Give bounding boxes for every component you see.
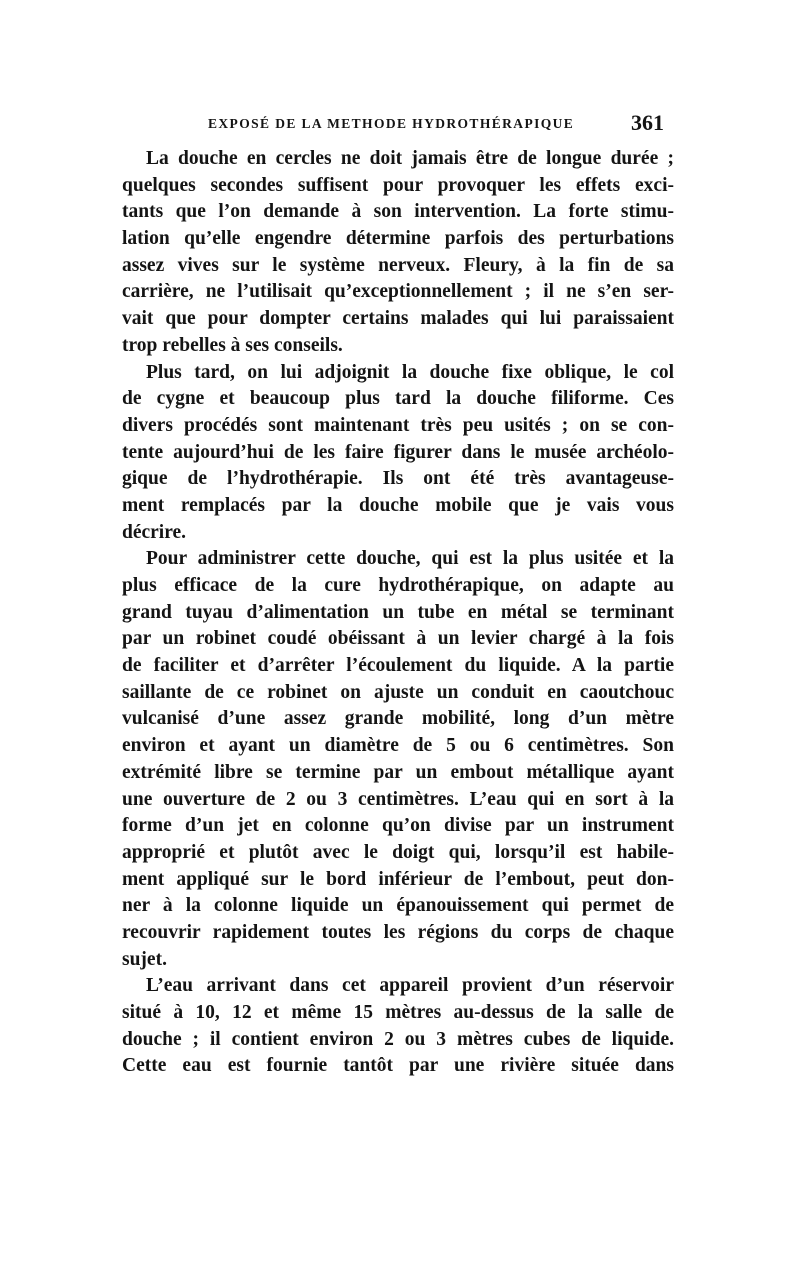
text-line: grand tuyau d’alimentation un tube en métal se terminant <box>122 601 674 623</box>
text-line: par un robinet coudé obéissant à un levier chargé à la fois <box>122 628 674 650</box>
text-line: vait que pour dompter certains malades qui lui paraissaient <box>122 308 674 330</box>
text-line: tente aujourd’hui de les faire figurer dans le musée archéolo- <box>122 441 674 463</box>
text-line: Cette eau est fournie tantôt par une rivière située dans <box>122 1055 674 1077</box>
text-line: douche ; il contient environ 2 ou 3 mètres cubes de liquide. <box>122 1028 674 1050</box>
text-line: Plus tard, on lui adjoignit la douche fixe oblique, le col <box>146 361 674 383</box>
text-line: situé à 10, 12 et même 15 mètres au-dessus de la salle de <box>122 1002 674 1023</box>
text-line: Pour administrer cette douche, qui est la plus usitée et la <box>146 548 674 570</box>
text-line: extrémité libre se termine par un embout métallique ayant <box>122 761 674 783</box>
text-line: lation qu’elle engendre détermine parfois des perturbations <box>122 228 674 250</box>
text-line: plus efficace de la cure hydrothérapique, on adapte au <box>122 575 674 596</box>
text-line: gique de l’hydrothérapie. Ils ont été très avantageuse- <box>122 468 674 490</box>
text-line: L’eau arrivant dans cet appareil provient d’un réservoir <box>146 975 674 997</box>
text-line: La douche en cercles ne doit jamais être de longue durée ; <box>146 148 674 169</box>
text-line: environ et ayant un diamètre de 5 ou 6 centimètres. Son <box>122 735 674 757</box>
page-number: 361 <box>631 110 664 135</box>
text-line: forme d’un jet en colonne qu’on divise par un instrument <box>122 815 674 837</box>
text-line: recouvrir rapidement toutes les régions du corps de chaque <box>122 921 674 943</box>
text-line: quelques secondes suffisent pour provoquer les effets exci- <box>122 174 674 196</box>
text-line: divers procédés sont maintenant très peu usités ; on se con- <box>122 414 674 436</box>
text-line: de cygne et beaucoup plus tard la douche filiforme. Ces <box>122 388 674 410</box>
text-line: une ouverture de 2 ou 3 centimètres. L’eau qui en sort à la <box>122 788 674 810</box>
text-line: vulcanisé d’une assez grande mobilité, long d’un mètre <box>122 708 674 730</box>
text-line: de faciliter et d’arrêter l’écoulement du liquide. A la partie <box>122 655 674 677</box>
text-line: saillante de ce robinet on ajuste un conduit en caoutchouc <box>122 681 674 703</box>
text-line: décrire. <box>122 521 187 543</box>
book-page <box>122 106 674 1080</box>
body-text <box>122 146 674 1080</box>
running-header <box>122 106 674 146</box>
text-line: tants que l’on demande à son intervention. La forte stimu- <box>122 201 674 223</box>
text-line: approprié et plutôt avec le doigt qui, lorsqu’il est habile- <box>122 841 674 863</box>
text-line: carrière, ne l’utilisait qu’exceptionnellement ; il ne s’en ser- <box>122 281 674 303</box>
text-line: ment appliqué sur le bord inférieur de l’embout, peut don- <box>122 868 674 890</box>
text-line: assez vives sur le système nerveux. Fleury, à la fin de sa <box>122 254 674 276</box>
text-line: sujet. <box>122 948 167 970</box>
text-line: ment remplacés par la douche mobile que je vais vous <box>122 494 674 516</box>
text-line: ner à la colonne liquide un épanouissement qui permet de <box>122 895 674 917</box>
text-line: trop rebelles à ses conseils. <box>122 334 343 356</box>
running-title: EXPOSÉ DE LA METHODE HYDROTHÉRAPIQUE <box>208 116 575 131</box>
